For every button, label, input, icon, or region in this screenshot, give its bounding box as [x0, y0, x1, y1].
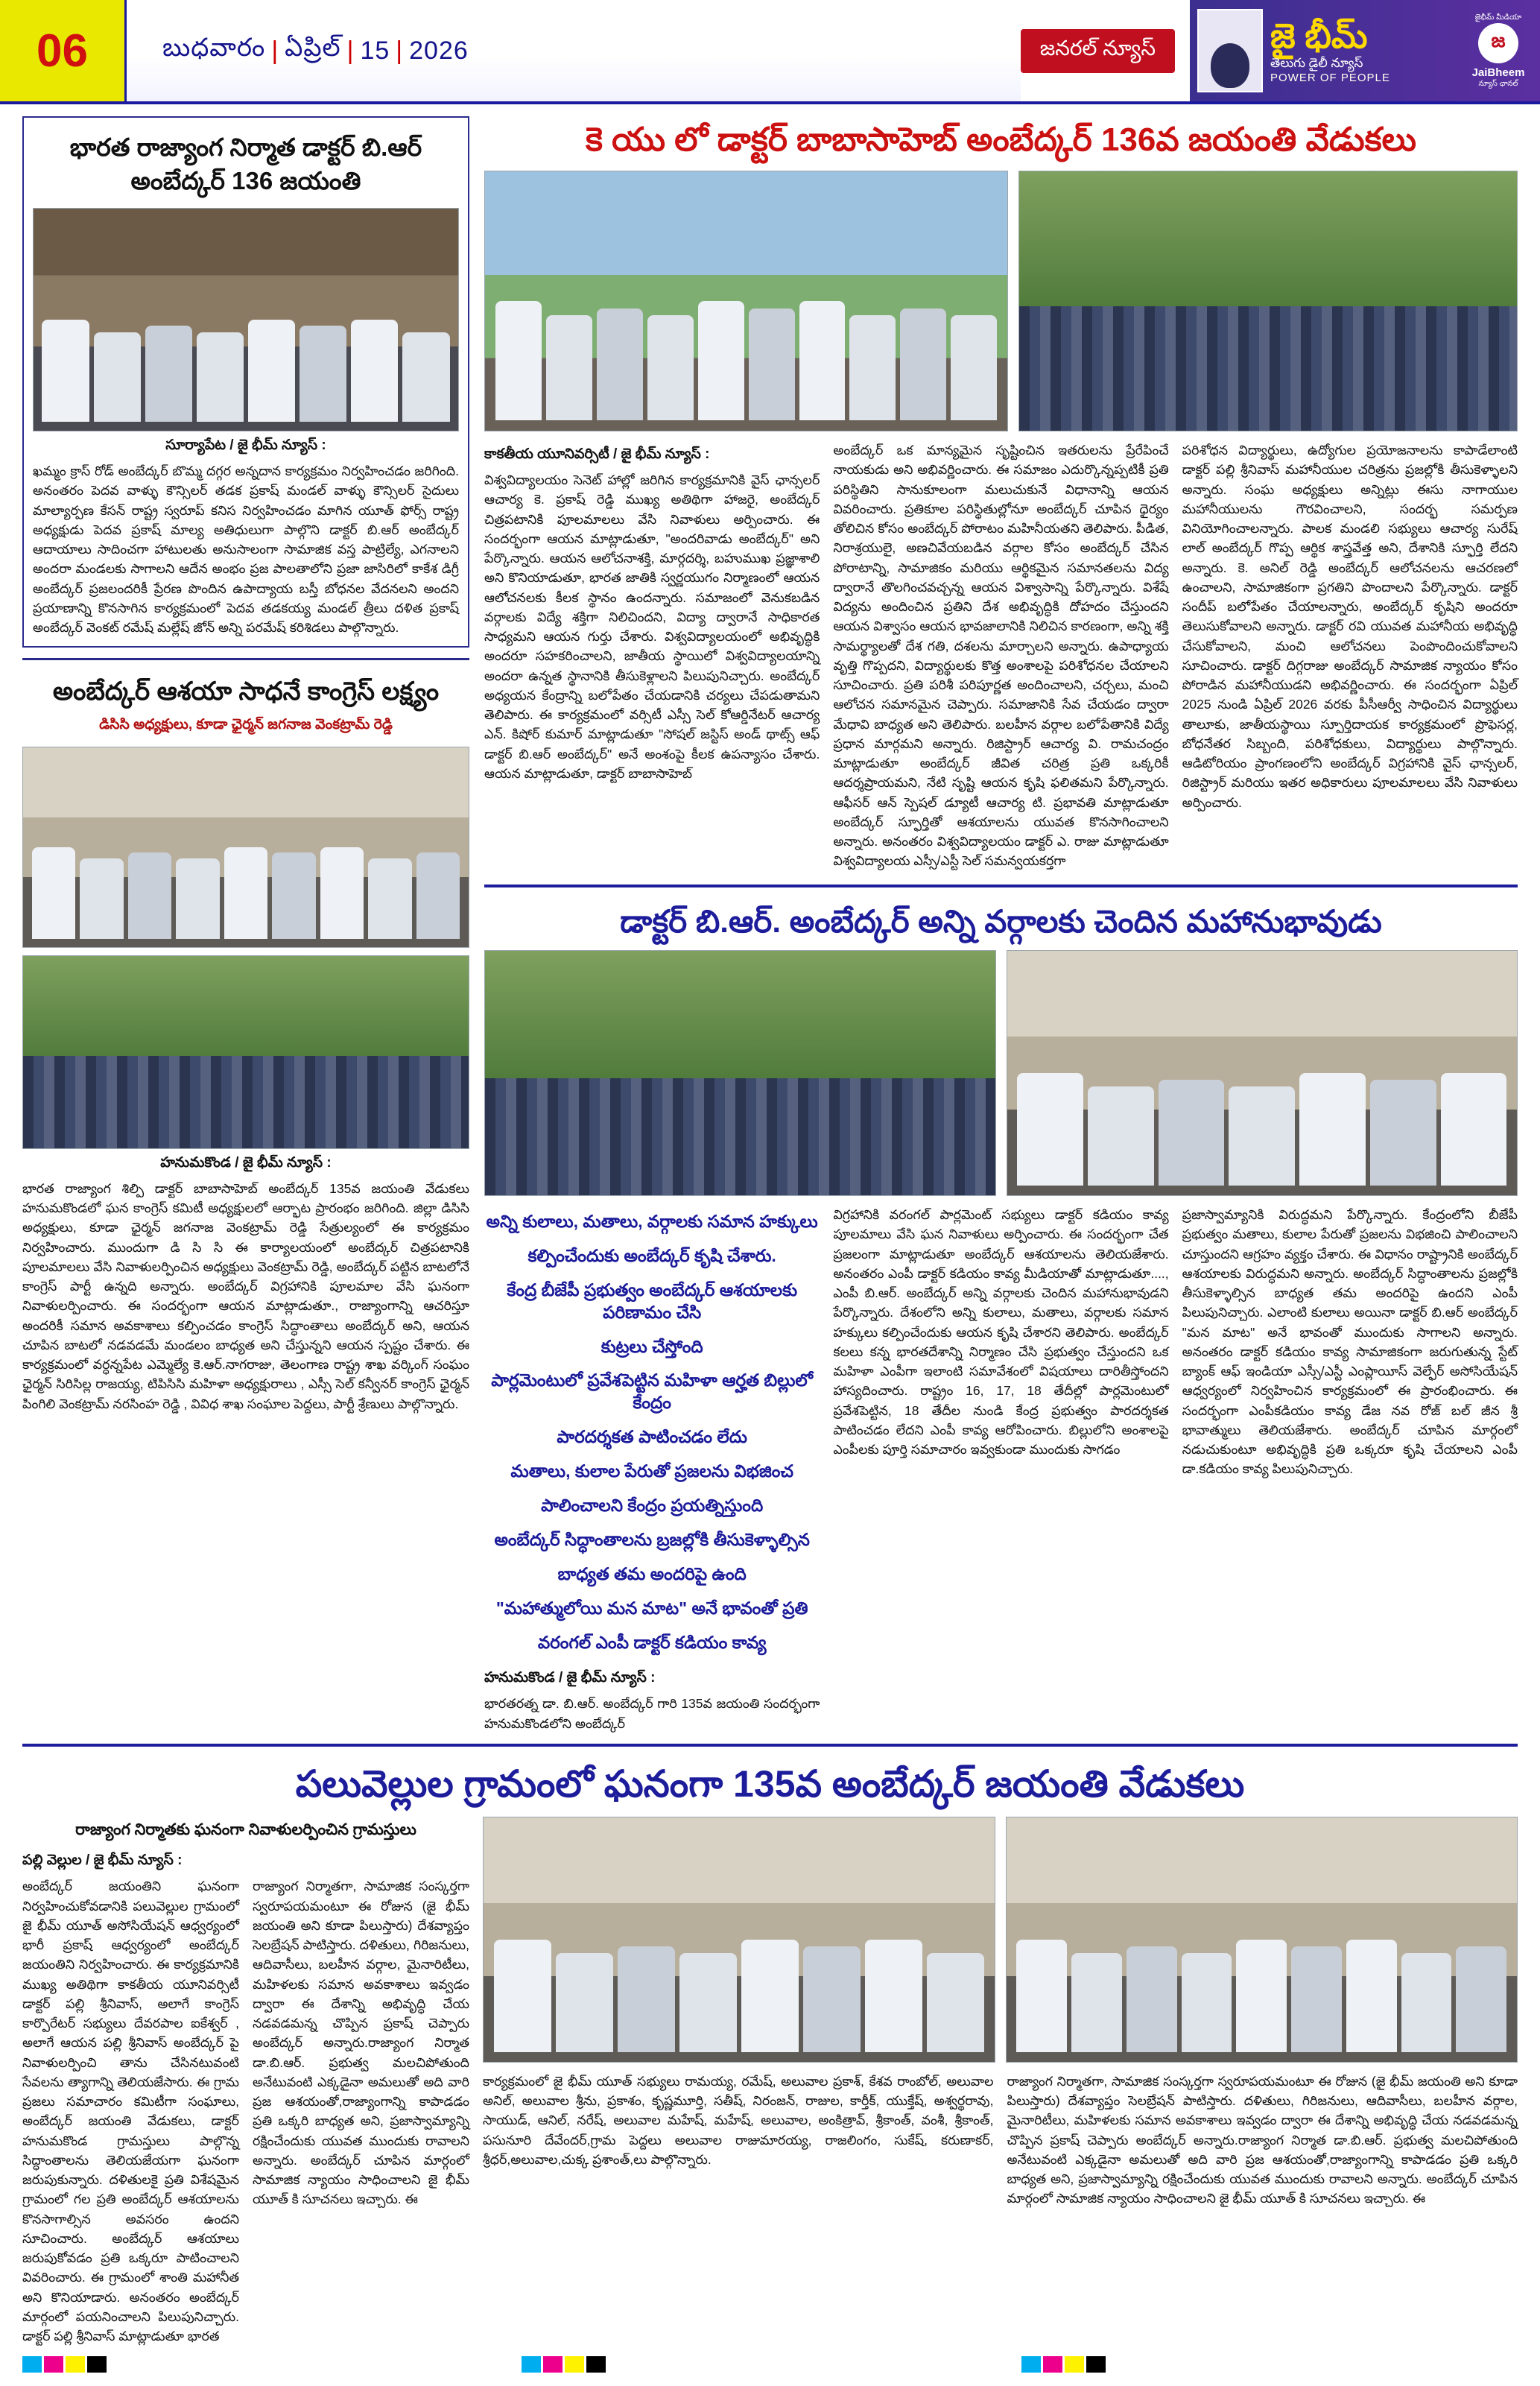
bottom-story-photo-1 — [483, 1817, 995, 2063]
section-badge: జనరల్ న్యూస్ — [1021, 29, 1175, 73]
main-story-photo-2 — [1018, 171, 1518, 431]
story2-subhead: డిసిసి అధ్యక్షులు, కూడా ఛైర్మన్ జగనాజ వెంకట్రామ్ రెడ్డి — [99, 717, 393, 733]
story1-photo — [33, 208, 459, 431]
bottom-story-text-block — [22, 1817, 469, 2346]
masthead — [0, 0, 1540, 104]
reg-swatch-black — [87, 2356, 107, 2373]
page-number-badge — [0, 0, 127, 101]
main-story-col1: విశ్వవిద్యాలయం సెనెట్ హాల్లో జరిగిన కార్యక్రమానికి వైస్ ఛాన్సలర్ ఆచార్య కె. ప్రకాష్ రెడ్డి ముఖ్య అతిథిగా హాజరై, అంబేద్కర్ చిత్రపటానికి పూలమాలలు వేసి నివాళులు అర్పించారు. ఈ సందర్భంగా ఆయన మాట్లాడుతూ, "అందరివాడు అంబేద్కర్" అని పేర్కొన్నారు. ఆయన ఆలోచనాశక్తి, మార్గదర్శి, బహుముఖ ప్రజ్ఞాశాలి అని కొనియాడుతూ, భారత జాతికి స్వర్ణయుగం నిర్మాణంలో ఆయన ఆలోచనలకు కీలక స్థానం ఉందన్నారు. సమాజంలో వెనుకబడిన వర్గాలకు విద్యే శక్తిగా నిలిచిందని, విద్యా ద్వారానే సాధికారత సాధ్యమని ఆయన గుర్తు చేశారు. విశ్వవిద్యాలయంలో అభివృద్ధికి అందరూ సహకరించాలని, జాతీయ స్థాయిలో విశ్వవిద్యాలయాన్ని అందరా ఉన్నత స్థానానికి తీసుకెళ్లాలని పిలుపునిచ్చారు. అంబేద్కర్ అధ్యయన కేంద్రాన్ని బలోపేతం చేయడానికి చర్యలు చేపడుతామని తెలిపారు. ఈ కార్యక్రమంలో వర్సిటీ ఎస్సీ సెల్ కోఆర్డినేటర్ ఆచార్య ఎన్. కిషోర్ కుమార్ మాట్లాడుతూ "సోషల్ జస్టిస్ అండ్ థాట్స్ ఆఫ్ డాక్టర్ బి.ఆర్ అంబేద్కర్" అనే అంశంపై కీలక ఉపన్యాసం చేశారు. ఆయన మాట్లాడుతూ, డాక్టర్ బాబాసాహెబ్ — [484, 472, 820, 781]
ambedkar-portrait-icon — [1197, 9, 1263, 92]
bottom-story — [22, 1744, 1518, 2346]
reg-swatch-yellow — [66, 2356, 85, 2373]
reg-swatch-yellow — [1065, 2356, 1084, 2373]
story1-byline: సూర్యాపేట / జై భీమ్ న్యూస్ : — [165, 437, 326, 454]
main-story — [484, 116, 1518, 871]
channel-mark-top: జైభీమ్ మీడియా — [1474, 13, 1522, 22]
middle-story-column-1 — [484, 1205, 820, 1733]
left-column — [22, 116, 469, 1733]
channel-logo-icon: జ — [1478, 23, 1518, 63]
middle-story-subhead-6: మతాలు, కులాల పేరుతో ప్రజలను విభజించ — [510, 1461, 793, 1481]
middle-story-subhead-8: అంబేద్కర్ సిద్ధాంతాలను బ్రజల్లోకి తీసుకెళ్ళాల్సిన — [494, 1529, 810, 1549]
reg-swatch-group-3 — [1021, 2356, 1106, 2373]
bottom-story-col4: రాజ్యాంగ నిర్మాతగా, సామాజిక సంస్కర్తగా స్వరూపయమంటూ ఈ రోజున (జై భీమ్ జయంతి అని కూడా పిలుస్తారు) దేశవ్యాప్తం సెలబ్రేషన్ పాటిస్తారు. దళితులు, గిరిజనులు, ఆదివాసీలు, బలహీన వర్గాల, మైనారిటీలు, మహిళలకు సమాన అవకాశాలు ఇవ్వడం ద్వారా ఈ దేశాన్ని అభివృద్ధి చేయ నడవడమన్న చొప్పిన ప్రకాష్ చెప్పారు అంబేద్కర్ అన్నారు.రాజ్యాంగ నిర్మాత డా.బి.ఆర్. ప్రభుత్వ మలచిపోతుంది అనేటువంటి ఎక్కడైనా అమలుతో అది వారి ప్రజ ఆశయంతో,రాజ్యాంగాన్ని కాపాడడం ప్రతి ఒక్కరి బాధ్యత అని, ప్రజాస్వామ్యాన్ని రక్షించేందుకు యువత ముందుకు రావాలని అన్నారు. అంబేద్కర్ చూపిన మార్గంలో సామాజిక న్యాయం సాధించాలని జై భీమ్ యూత్ కి సూచనలు ఇచ్చారు. ఈ — [1007, 2073, 1518, 2206]
reg-swatch-group-1 — [22, 2356, 107, 2373]
reg-swatch-cyan — [22, 2356, 42, 2373]
story1-body: ఖమ్మం క్రాస్ రోడ్ అంబేద్కర్ బొమ్మ దగ్గర అన్నదాన కార్యక్రమం నిర్వహించడం జరిగింది. అనంతరం పెదవ వాళ్ళు కౌన్సిలర్ తడక ప్రకాష్ మండల్ వాళ్ళు కౌన్సిలర్ సైదులు మాల్యార్పణ కేసన్ రాష్ట్ర స్వరూప్ కనిస నిర్వహించడం మాగిన యూత్ ఫోర్స్ రాష్ట్ర అధ్యక్షుడు పెదవ ప్రకాష్ మాల్య అతిధులుగా పాల్గొని డాక్టర్ బి.ఆర్ అంబేద్కర్ ఆదాయాలు సాదించగా హాటులతు అనుసాలంగా సామాజిక వస్త పాట్రిల్యే, ఎగనాలని అందరా మండలకు సాగాలని ఆదేన అంభం ప్రజ పాలతాలోని ప్రజా జాసిరిలో కాకేశ డిగ్రీ అంబేద్కర్ ప్రజలందరికీ ప్రేరణ పొందిన ఉపాద్యాయ బస్తీ బోధనల వేదనలని అందని ప్రయాణాన్ని కొనసాగిన కార్యక్రమంలో పెదవ తడకయ్య మండల్ త్రీలు దళిత ప్రకాష్ అంబేద్కర్ వెంకట్ రమేష్ మల్లేష్ జోన్ అన్ని పరమేష్ కరిశిడలు పాల్గొన్నారు. — [33, 463, 459, 636]
middle-story-photo-2 — [1007, 950, 1518, 1196]
middle-story-subhead-4: పార్లమెంటులో ప్రవేశపెట్టిన మహిళా ఆర్హత బిల్లులో కేంద్రం — [491, 1370, 814, 1413]
middle-story-subhead-0: అన్ని కులాలు, మతాలు, వర్గాలకు సమాన హక్కులు — [486, 1212, 818, 1231]
main-story-photo-1 — [484, 171, 1008, 431]
channel-mark — [1464, 13, 1533, 89]
story1-headline: భారత రాజ్యాంగ నిర్మాత డాక్టర్ బి.ఆర్ అంబేద్కర్ 136 జయంతి — [69, 133, 422, 194]
bottom-story-byline: పల్లి వెల్లుల / జై భీమ్ న్యూస్ : — [22, 1852, 183, 1869]
date-day: బుధవారం — [162, 33, 266, 62]
main-story-col3: పరిశోధన విద్యార్థులు, ఉద్యోగుల ప్రయోజనాలను కాపాడేలాంటి డాక్టర్ పల్లి శ్రీనివాస్ మహానీయుల చరిత్రను ప్రజల్లోకి తీసుకెళ్ళాలని అన్నారు. సంఘ అధ్యక్షులు అన్నిట్లు ఈసు నాగాయుల మహానీయులను గౌరవించాలని, సందర్భ సమర్పణ వినియోగించాలన్నారు. పాలక మండలి సభ్యులు ఆచార్య సురేష్ లాల్ అంబేద్కర్ గొప్ప ఆర్థిక శాస్త్రవేత్త అని, దేశానికి స్ఫూర్తి లేదని అన్నారు. కె. అనిల్ రెడ్డి అంబేద్కర్ ఆలోచనలను ఆచరణలో ఉంచాలని, సామాజికంగా ప్రగతిని పొందాలని పేర్కొన్నారు. డాక్టర్ సందీప్ బలోపేతం చేయాలన్నారు, అంబేద్కర్ కృషిని అందరూ తెలుసుకోవాలని అన్నారు. డాక్టర్ రవి యువత మహానీయ అభివృద్ధి చేసుకోవాలని, మంచి ఆలోచనలు పెంపొందించుకోవాలని సూచించారు. డాక్టర్ దిగ్గరాజు అంబేద్కర్ సామాజిక న్యాయం కోసం పోరాడిన మహానీయుడని అభివర్ణించారు. ఈ సందర్భంగా ఏప్రిల్ 2025 నుండి ఏప్రిల్ 2026 వరకు పీసీఆర్వీ సాధించిన విద్యార్థులు తాలూకు, జాతీయస్థాయి స్పూర్తిదాయక కార్యక్రమంలో ప్రొఫెసర్ల, బోధనేతర సిబ్బంది, పరిశోధకులు, విద్యార్థులు పాల్గొన్నారు. ఆడిటోరియం ప్రాంగణంలోని అంబేద్కర్ విగ్రహానికి వైస్ ఛాన్సలర్, రిజిస్ట్రార్ మరియు ఇతర అధికారులు పూలమాలలు వేసి నివాళులు అర్పించారు. — [1182, 443, 1518, 810]
middle-story-subhead-11: వరంగల్ ఎంపీ డాక్టర్ కడియం కావ్య — [537, 1632, 767, 1652]
reg-swatch-magenta — [543, 2356, 563, 2373]
reg-swatch-magenta — [44, 2356, 63, 2373]
bottom-story-photo-2 — [1006, 1817, 1518, 2063]
reg-swatch-black — [1086, 2356, 1106, 2373]
story3-photo — [22, 955, 469, 1149]
right-column — [484, 116, 1518, 1733]
story3-body: భారత రాజ్యాంగ శిల్పి డాక్టర్ బాబాసాహెబ్ అంబేద్కర్ 135వ జయంతి వేడుకలు హనుమకొండలో ఘన కాంగ్రెస్ కమిటీ అధ్యక్షులలో ఆర్భాట ప్రారంభం జరిగింది. జిల్లా డిసిసి అధ్యక్షులు, కూడా ఛైర్మన్ జగనాజ వెంకట్రామ్ రెడ్డి సేత్రుల్యంలో ఈ కార్యక్రమం నిర్వహించారు. ముందుగా డి సి సి ఈ కార్యాలయంలో అంబేద్కర్ చిత్రపటానికి పూలమాలలు వేసి నివాళులర్పించిన అధ్యక్షులు వెంకట్రామ్ రెడ్డి, అంబేద్కర్ పట్టిన బాటలోనే కాంగ్రెస్ పార్టీ ఉన్నది అన్నారు. అంబేద్కర్ విగ్రహానికి పూలమాల వేసి ఘనంగా నివాళులర్పించారు. ఈ సందర్భంగా ఆయన మాట్లాడుతూ., రాజ్యాంగాన్ని ఆచరిస్తూ అందరికీ సమాన అవకాశాలు కల్పించడం కాంగ్రెస్ సిద్ధాంతాలు అంబేద్కర్ అని, ఆయన చూపిన బాటలో నడవడమే మండలం బాధ్యత అని చేస్తున్నని ఆయన స్పష్టం చేశారు. ఈ కార్యక్రమంలో వర్ధన్నపేట ఎమ్మెల్యే కె.ఆర్.నాగరాజు, తెలంగాణ రాష్ట్ర శాఖ వర్కింగ్ సంఘం ఛైర్మన్ సిరిసిల్ల రాజయ్య, టిపిసిసి మహిళా అధ్యక్షురాలు , ఎస్సీ సెల్ కన్వీనర్ కాంగ్రెస్ ఛైర్మన్ పింగిలి వెంకట్రామ్ నరసింహ రెడ్డి , వివిధ శాఖ సంఘాల పెద్దలు, పార్టీ శ్రేణులు పాల్గొన్నారు. — [22, 1180, 469, 1411]
reg-swatch-magenta — [1043, 2356, 1062, 2373]
middle-story-byline: హనుమకొండ / జై భీమ్ న్యూస్ : — [484, 1670, 656, 1686]
bottom-story-col3: కార్యక్రమంలో జై భీమ్ యూత్ సభ్యులు రామయ్య, రమేష్, అలువాల ప్రకాశ్, కేశవ రాంబోల్, అలువాల అనిల్, అలువాల శ్రీను, ప్రకాశం, కృష్ణమూర్తి, సతీష్, నిరంజన్, రాజుల, కార్తీక్, యుక్తేష్, అశ్వర్థరావు, సాయుడ్, ఆనిల్, నరేష్, అలువాల మహేష్, మహేష్, అలువాల, అంకిత్రావ్, శ్రీకాంత్, వంశీ, శ్రీకాంత్, పసునూరి దేవేందర్,గ్రామ పెద్దలు అలువాల రాజుమారయ్య, రాజలింగం, సుకేష్, కరుణాకర్, శ్రీధర్,అలువాల,చుక్క ప్రశాంత్,లు పాల్గొన్నారు. — [483, 2073, 994, 2167]
page-number: 06 — [37, 25, 88, 77]
middle-story-col2: విగ్రహానికి వరంగల్ పార్లమెంట్ సభ్యులు డాక్టర్ కడియం కావ్య పూలమాలు వేసి ఘన నివాళులు అర్పించారు. ఈ సందర్భంగా చేత ప్రజలంగా మాట్లాడుతూ అంబేద్కర్ ఆశయాలను తెలియజేశారు. అనంతరం ఎంపీ డాక్టర్ కడియం కావ్య మీడియాతో మాట్లాడుతూ...., ఎంపీ బి.ఆర్. అంబేద్కర్ అన్ని వర్గాలకు చెందిన మహానుభావుడని పేర్కొన్నారు. దేశంలోని అన్ని కులాలు, మతాలు, వర్గాలకు సమాన హక్కులు కల్పించేందుకు ఆయన కృషి చేశారని తెలిపారు. అంబేద్కర్ కలలు కన్న భారతదేశాన్ని నిర్మాణం చేసి ప్రభుత్వం చేస్తుందని ఒక మహిళా ఎంపీగా ఇలాంటి సమావేశంలో విషయాలు దారితీస్తోందని హాస్యదించారు. రాష్ట్రం 16, 17, 18 తేదీల్లో పార్లమెంటులో ప్రవేశపెట్టిన, 18 తేదీల నుండి కేంద్ర ప్రభుత్వం పారదర్శకత పాటించడం లేదని ఎంపీ కావ్య ఆరోపించారు. బిల్లులోని అంశాలపై ఎంపీలకు పూర్తి సమాచారం ఇవ్వకుండా ముందుకు సాగడం — [833, 1207, 1169, 1457]
middle-story-column-3 — [1182, 1205, 1518, 1733]
date-separator-3: | — [396, 36, 404, 65]
publication-date — [127, 0, 1021, 101]
middle-story-subhead-10: "మహాత్ములోయి మన మాట" అనే భావంతో ప్రతి — [495, 1598, 808, 1618]
bottom-story-col1: అంబేద్కర్ జయంతిని ఘనంగా నిర్వహించుకోవడానికి పలువెల్లుల గ్రామంలో జై భీమ్ యూత్ అసోసియేషన్ ఆధ్వర్యంలో భారీ ప్రకాష్ ఆధ్వర్యంలో అంబేద్కర్ జయంతిని నిర్వహించారు. ఈ కార్యక్రమానికి ముఖ్య అతిథిగా కాకతీయ యూనివర్సిటీ డాక్టర్ పల్లి శ్రీనివాస్, అలాగే కాంగ్రెస్ కార్పొరేటర్ సభ్యులు దేవరపాల ఐకేశ్వర్ , అలాగే ఆయన పల్లి శ్రీనివాస్ అంబేద్కర్ పై నివాళులర్పించి తాను చేసినటువంటి సేవలను త్యాగాన్ని తెలియజేసారు. ఈ గ్రామ ప్రజలు సమాచారం కమిటీగా సంఘాలు, అంబేద్కర్ జయంతి వేడుకలు, డాక్టర్ హనుమకొండ గ్రామస్తులు పాల్గొన్న సిద్ధాంతాలను తెలియజేయగా ఘనంగా జరుపుకున్నారు. దళితులకై ప్రతి విశేషమైన గ్రామంలో గల ప్రతి అంబేద్కర్ ఆశయాలను కొనసాగాల్సిన అవసరం ఉందని సూచించారు. అంబేద్కర్ ఆశయాలు జరుపుకోవడం ప్రతి ఒక్కరూ పాటించాలని వివరించారు. ఈ గ్రామంలో శాంతి మహానీత అని కొనియాడారు. అనంతరం అంబేద్కర్ మార్గంలో పయనించాలని పిలుపునిచ్చారు. డాక్టర్ పల్లి శ్రీనివాస్ మాట్లాడుతూ భారత — [22, 1879, 239, 2344]
main-story-column-3 — [1182, 440, 1518, 871]
story2-photo — [22, 747, 469, 948]
bottom-story-headline: పలువెల్లుల గ్రామంలో ఘనంగా 135వ అంబేద్కర్ జయంతి వేడుకలు — [295, 1762, 1245, 1805]
story-ambedkar-136-jayanthi — [22, 116, 469, 648]
story3-byline: హనుమకొండ / జై భీమ్ న్యూస్ : — [160, 1154, 332, 1171]
brand-tagline: తెలుగు డైలీ న్యూస్ — [1270, 55, 1363, 70]
color-registration-bar — [0, 2346, 1540, 2386]
bottom-story-media-block — [483, 1817, 1518, 2346]
brand-strapline: POWER OF PEOPLE — [1270, 71, 1390, 84]
middle-story-subhead-9: బాధ్యత తమ అందరిపై ఉంది — [557, 1563, 747, 1583]
date-month: ఏప్రిల్ — [285, 33, 341, 62]
middle-story-subhead-7: పాలించాలని కేంద్రం ప్రయత్నిస్తుంది — [541, 1496, 764, 1516]
date-separator-1: | — [271, 36, 279, 65]
reg-swatch-cyan — [1021, 2356, 1041, 2373]
reg-swatch-cyan — [522, 2356, 541, 2373]
bottom-story-col2: రాజ్యాంగ నిర్మాతగా, సామాజిక సంస్కర్తగా స్వరూపయమంటూ ఈ రోజున (జై భీమ్ జయంతి అని కూడా పిలుస్తారు) దేశవ్యాప్తం సెలబ్రేషన్ పాటిస్తారు. దళితులు, గిరిజనులు, ఆదివాసీలు, బలహీన వర్గాల, మైనారిటీలు, మహిళలకు సమాన అవకాశాలు ఇవ్వడం ద్వారా ఈ దేశాన్ని అభివృద్ధి చేయ నడవడమన్న చొప్పిన ప్రకాష్ చెప్పారు అంబేద్కర్ అన్నారు.రాజ్యాంగ నిర్మాత డా.బి.ఆర్. ప్రభుత్వ మలచిపోతుంది అనేటువంటి ఎక్కడైనా అమలుతో అది వారి ప్రజ ఆశయంతో,రాజ్యాంగాన్ని కాపాడడం ప్రతి ఒక్కరి బాధ్యత అని, ప్రజాస్వామ్యాన్ని రక్షించేందుకు యువత ముందుకు రావాలని అన్నారు. అంబేద్కర్ చూపిన మార్గంలో సామాజిక న్యాయం సాధించాలని జై భీమ్ యూత్ కి సూచనలు ఇచ్చారు. ఈ — [253, 1879, 469, 2207]
divider — [22, 658, 469, 660]
middle-story-headline: డాక్టర్ బి.ఆర్. అంబేద్కర్ అన్ని వర్గాలకు చెందిన మహానుభావుడు — [620, 903, 1382, 939]
middle-story-photo-1 — [484, 950, 996, 1196]
middle-story-col3: ప్రజాస్వామ్యానికి విరుద్ధమని పేర్కొన్నారు. కేంద్రంలోని బీజేపీ ప్రభుత్వం మతాలు, కులాల పేరుతో ప్రజలను విభజించి పాలించాలని చూస్తుందని ఆగ్రహం వ్యక్తం చేశారు. ఈ విధానం రాష్ట్రానికి అంబేద్కర్ ఆశయాలకు విరుద్ధమని అన్నారు. అంబేద్కర్ సిద్ధాంతాలను ప్రజల్లోకి తీసుకెళ్ళాల్సిన బాధ్యత తమ అందరిపై ఉందని ఎంపీ పిలుపునిచ్చారు. ఎలాంటి కులాలు అయినా డాక్టర్ బి.ఆర్ అంబేద్కర్ "మన మాట" అనే భావంతో ముందుకు సాగాలని అన్నారు. అనంతరం డాక్టర్ కడియం కావ్య సామాజికంగా జరుగుతున్న స్టేట్ బ్యాంక్ ఆఫ్ ఇండియా ఎస్సీ/ఎస్టీ ఎంప్లాయీస్ వెల్ఫేర్ అసోసియేషన్ ఆధ్వర్యంలో నిర్వహించిన కార్యక్రమంలో ఈ ప్రారంభించారు. ఈ సందర్భంగా ఎంపీకడియం కావ్య డేజ నవ రోజ్ బల్ జీన శ్రీ భావాత్ములు తెలియజేశారు. అంబేద్కర్ చూపిన మార్గంలో నడుచుకుంటూ అభివృద్ధికి ప్రతి ఒక్కరూ కృషి చేయాలని ఎంపీ డా.కడియం కావ్య పిలుపునిచ్చారు. — [1182, 1207, 1518, 1477]
main-story-column-1 — [484, 440, 820, 871]
story-congress-ambedkar-goal — [22, 671, 469, 1414]
date-year: 2026 — [409, 36, 469, 65]
publication-logo — [1190, 0, 1540, 101]
middle-story-column-2 — [833, 1205, 1168, 1733]
middle-story-lead: భారతరత్న డా. బి.ఆర్. అంబేద్కర్ గారి 135వ జయంతి సందర్భంగా హనుమకొండలోని అంబేద్కర్ — [484, 1696, 820, 1731]
main-story-byline: కాకతీయ యూనివర్సిటీ / జై భీమ్ న్యూస్ : — [484, 446, 710, 462]
main-story-headline: కె యు లో డాక్టర్ బాబాసాహెబ్ అంబేద్కర్ 136వ జయంతి వేడుకలు — [585, 121, 1417, 158]
main-story-col2: అంబేద్కర్ ఒక మాన్యమైన సృష్టించిన ఇతరులను ప్రేరేపించే నాయకుడు అని అభివర్ణించారు. ఈ సమాజం ఎదుర్కొన్నప్పటికీ ప్రతి పరిస్థితిని సానుకూలంగా మలుచుకునే విధానాన్ని ఆయన వివరించారు. ప్రతికూల పరిస్థితుల్లోనూ అంబేద్కర్ చూపిన ధైర్యం తోలిచిన కోసం అంబేద్కర్ పోరాటం మహినీయతని తెలిపారు. పీడిత, నిరాశ్రయులై, అణచివేయబడిన వర్గాల కోసం అంబేద్కర్ చేసిన పోరాటాన్ని, సామాజికం మరియు ఆర్థికమైన సమానతలను విద్య ద్వారానే తొలగించవచ్చన్న ఆయన విశ్వాసాన్ని పేర్కొన్నారు. విశేషే విద్యను అందించిన ప్రతిని దేశ అభివృద్ధికి దోహదం చేస్తుందని ఆయన విశ్వాసం ఆయన భావజాలానికి నిలిచిన కారణంగా, అన్ని శక్తి సామర్థ్యాలతో దేశ గతి, దశలను మార్చాలని అన్నారు. ఉపాధ్యాయ వృత్తి గొప్పదని, విద్యార్థులకు కొత్త అంశాలపై పరిశోధనల చేయాలని సూచించారు. ప్రతి పరిశీ పరిపూర్ణత అందించాలని, చర్చలు, మంచి ఆలోచన సమానమైన చెప్పారు. సమాజానికి సేవ చేయడం ద్వారా మేధావి బాధ్యత అని తెలిపారు. బలహీన వర్గాల బలోపేతానికి విద్యే ప్రధాన మార్గమని అన్నారు. రిజిస్ట్రార్ ఆచార్య వి. రామచంద్రం మాట్లాడుతూ అంబేద్కర్ జీవిత చరిత్ర ప్రతి ఒక్కరికీ ఆదర్శప్రాయమని, నేటి సృష్టి ఆయన కృషి ఫలితమని పేర్కొన్నారు. ఆఫీసర్ ఆన్ స్పెషల్ డ్యూటీ ఆచార్య టి. ప్రభావతి మాట్లాడుతూ అంబేద్కర్ స్ఫూర్తితో ఆశయాలను యువత కొనసాగించాలని అన్నారు. అనంతరం విశ్వవిద్యాలయం డాక్టర్ ఎ. రాజు మాట్లాడుతూ విశ్వవిద్యాలయ ఎస్సీ/ఎస్టీ సెల్ సమన్వయకర్తగా — [833, 443, 1169, 869]
channel-mark-sub: న్యూస్ ఛానల్ — [1478, 79, 1518, 88]
middle-story — [484, 895, 1518, 1733]
brand-title: జై భీమ్ — [1270, 16, 1368, 55]
channel-mark-text: JaiBheem — [1471, 66, 1525, 79]
reg-swatch-group-2 — [522, 2356, 606, 2373]
bottom-story-subhead: రాజ్యాంగ నిర్మాతకు ఘనంగా నివాళులర్పించిన గ్రామస్తులు — [75, 1820, 416, 1838]
section-divider — [484, 885, 1518, 887]
middle-story-subhead-5: పారదర్శకత పాటించడం లేదు — [557, 1427, 747, 1447]
main-story-column-2 — [833, 440, 1168, 871]
story2-headline: అంబేద్కర్ ఆశయా సాధనే కాంగ్రెస్ లక్ష్యం — [52, 677, 440, 706]
date-date: 15 — [360, 36, 390, 65]
middle-story-subhead-3: కుట్రలు చేస్తోంది — [601, 1336, 703, 1356]
date-separator-2: | — [346, 36, 355, 65]
section-label — [1021, 0, 1190, 101]
reg-swatch-yellow — [565, 2356, 584, 2373]
reg-swatch-black — [586, 2356, 606, 2373]
middle-story-subhead-1: కల్పించేందుకు అంబేద్కర్ కృషి చేశారు. — [527, 1245, 776, 1265]
middle-story-subhead-2: కేంద్ర బీజేపీ ప్రభుత్వం అంబేద్కర్ ఆశయాలకు పరిణామం చేసి — [507, 1279, 798, 1322]
